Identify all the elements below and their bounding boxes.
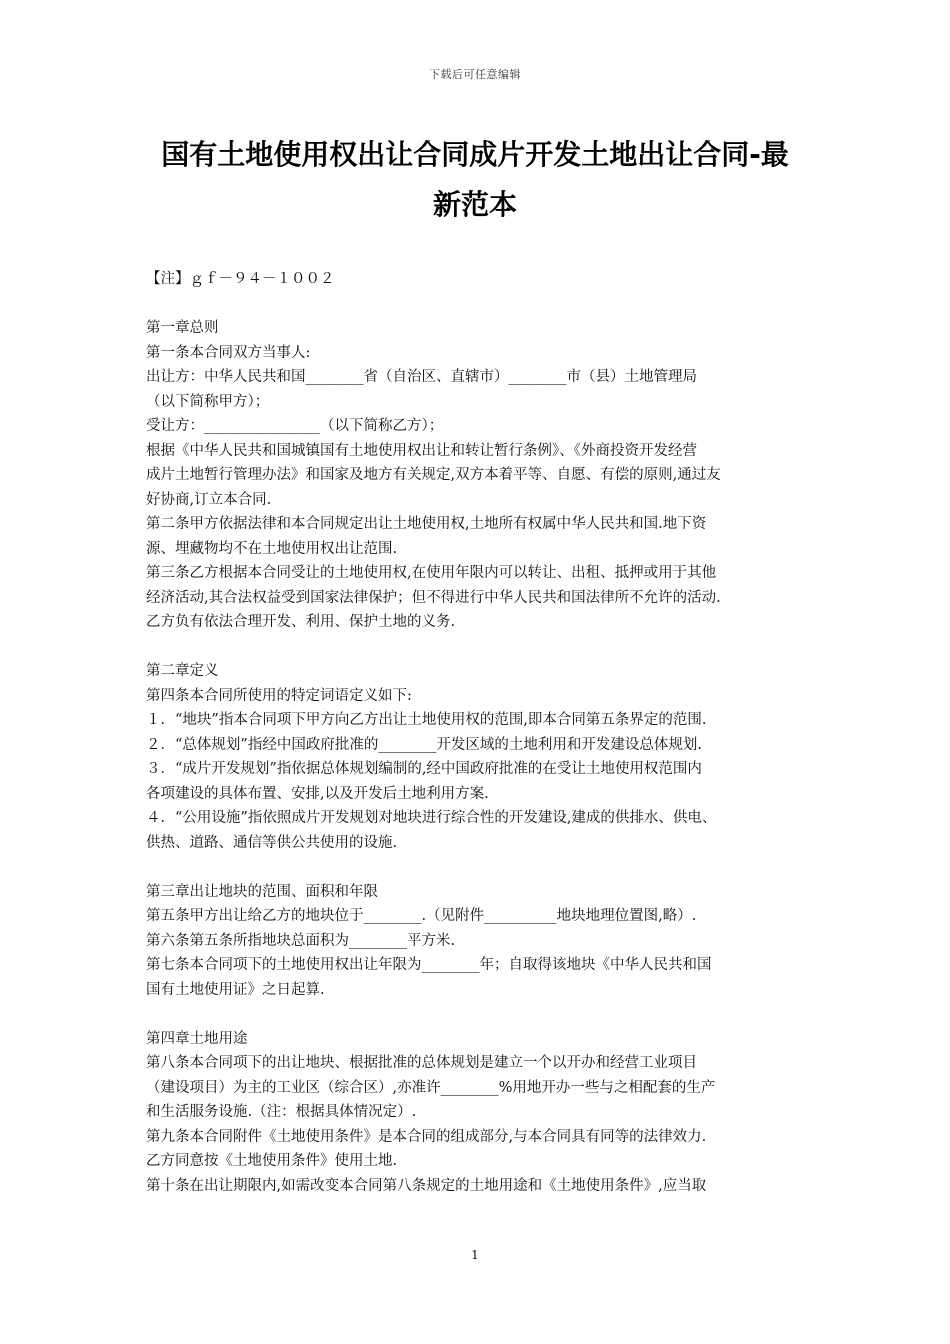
body-line: 第五条甲方出让给乙方的地块位于________.（见附件__________地块地理位置图,略）.: [146, 908, 697, 924]
body-line: 源、埋藏物均不在土地使用权出让范围.: [146, 540, 398, 557]
body-line: 第二条甲方依据法律和本合同规定出让土地使用权,土地所有权属中华人民共和国.地下资: [146, 516, 707, 532]
body-line: 第一条本合同双方当事人:: [146, 344, 311, 361]
page-number: 1: [471, 1248, 479, 1262]
body-line: 第三条乙方根据本合同受让的土地使用权,在使用年限内可以转让、出租、抵押或用于其他: [146, 565, 717, 581]
body-line: 第二章定义: [146, 663, 219, 679]
body-line: ４．“公用设施”指依照成片开发规划对地块进行综合性的开发建设,建成的供排水、供电、: [146, 810, 717, 826]
body-line: 受让方：________________（以下简称乙方）；: [146, 418, 444, 434]
blank-line: [146, 1002, 820, 1027]
body-line: 第四条本合同所使用的特定词语定义如下:: [146, 687, 412, 704]
body-line: １．“地块”指本合同项下甲方向乙方出让土地使用权的范围,即本合同第五条界定的范围.: [146, 712, 707, 728]
body-line: 和生活服务设施.（注：根据具体情况定）.: [146, 1104, 417, 1120]
body-line: 第九条本合同附件《土地使用条件》是本合同的组成部分,与本合同具有同等的法律效力.: [146, 1128, 707, 1145]
body-line: 好协商,订立本合同.: [146, 491, 272, 508]
body-line: 各项建设的具体布置、安排,以及开发后土地利用方案.: [146, 785, 489, 802]
body-line: （建设项目）为主的工业区（综合区）,亦准许________%用地开办一些与之相配套的生产: [146, 1079, 716, 1096]
body-line: 经济活动,其合法权益受到国家法律保护；但不得进行中华人民共和国法律所不允许的活动.: [146, 589, 721, 606]
body-line: 第三章出让地块的范围、面积和年限: [146, 883, 378, 900]
body-line: 第八条本合同项下的出让地块、根据批准的总体规划是建立一个以开办和经营工业项目: [146, 1055, 697, 1071]
body-line: ３．“成片开发规划”指依据总体规划编制的,经中国政府批准的在受让土地使用权范围内: [146, 761, 702, 777]
body-line: 根据《中华人民共和国城镇国有土地使用权出让和转让暂行条例》、《外商投资开发经营: [146, 442, 697, 459]
body-line: 乙方同意按《土地使用条件》使用土地.: [146, 1153, 398, 1169]
body-line: 成片土地暂行管理办法》和国家及地方有关规定,双方本着平等、自愿、有偿的原则,通过友: [146, 467, 721, 483]
body-line: 第六条第五条所指地块总面积为________平方米.: [146, 932, 456, 949]
body-line: 出让方：中华人民共和国________省（自治区、直辖市）________市（县）土地管理局: [146, 369, 697, 385]
document-note: 【注】ｇｆ－９４－１００２: [146, 271, 335, 287]
body-line: （以下简称甲方）；: [146, 393, 270, 410]
title-line: 新范本: [432, 188, 517, 221]
body-line: 第十条在出让期限内,如需改变本合同第八条规定的土地用途和《土地使用条件》,应当取: [146, 1177, 707, 1194]
body-line: ２．“总体规划”指经中国政府批准的________开发区域的土地利用和开发建设总体规划.: [146, 736, 702, 753]
blank-line: [146, 635, 820, 660]
body-line: 第一章总则: [146, 320, 219, 336]
body-line: 乙方负有依法合理开发、利用、保护土地的义务.: [146, 614, 456, 630]
body-line: 国有土地使用证》之日起算.: [146, 981, 325, 998]
document-title: [130, 130, 820, 230]
contract-body: [146, 316, 820, 1198]
header-note: 下载后可任意编辑: [429, 68, 521, 81]
body-line: 第七条本合同项下的土地使用权出让年限为________年；自取得该地块《中华人民共和国: [146, 957, 712, 973]
title-line: 国有土地使用权出让合同成片开发土地出让合同-最: [161, 138, 789, 171]
body-line: 第四章土地用途: [146, 1030, 248, 1047]
body-line: 供热、道路、通信等供公共使用的设施.: [146, 834, 398, 851]
blank-line: [146, 855, 820, 880]
